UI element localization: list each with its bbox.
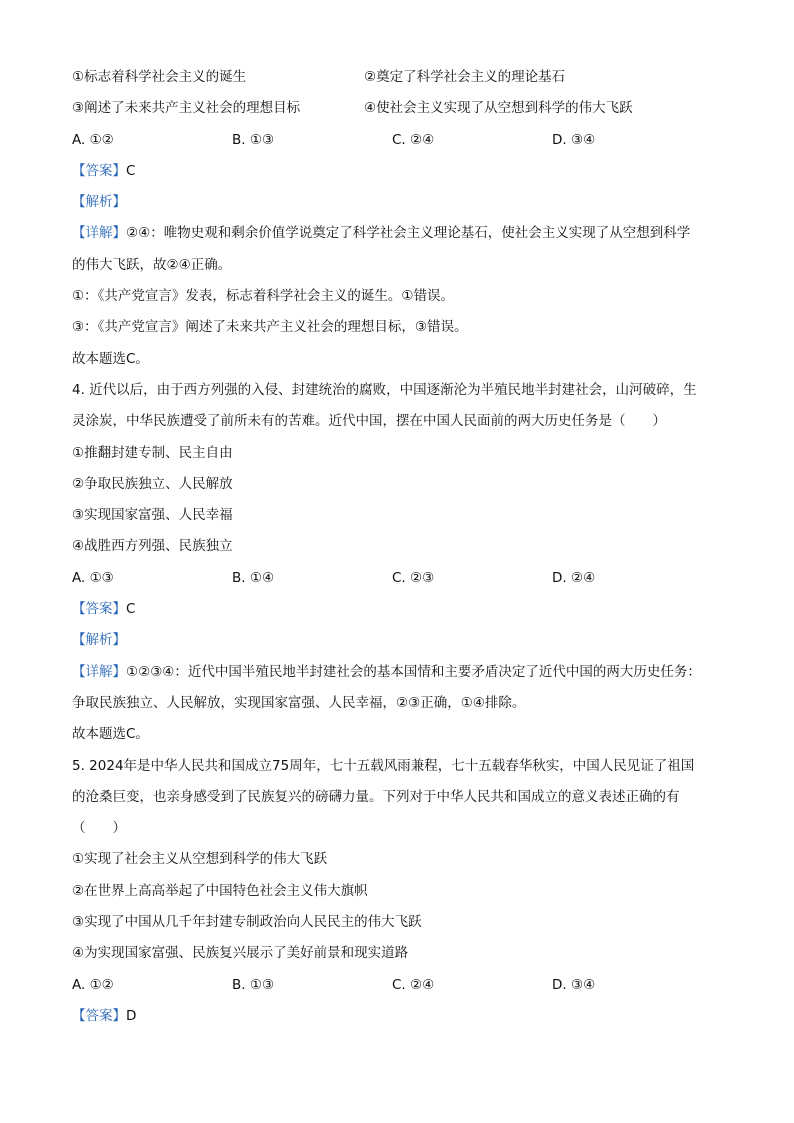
q4-stem-line-2: 灵涂炭，中华民族遭受了前所未有的苦难。近代中国，摆在中国人民面前的两大历史任务是（ ） — [72, 413, 666, 430]
q3-choice-b: B. ①③ — [232, 131, 275, 148]
q5-stem-line-1: 5. 2024年是中华人民共和国成立75周年，七十五载风雨兼程，七十五载春华秋实，中国人民见证了祖国 — [72, 757, 695, 774]
q3-answer — [72, 156, 732, 187]
q4-analysis — [72, 625, 732, 656]
q3-option-2: ②奠定了科学社会主义的理论基石 — [364, 69, 566, 85]
q4-item-4: ④战胜西方列强、民族独立 — [72, 538, 233, 555]
q3-detail-line-3: ①：《共产党宣言》发表，标志着科学社会主义的诞生。①错误。 — [72, 288, 454, 305]
q3-choices — [72, 125, 732, 156]
q4-answer — [72, 594, 732, 625]
q4-item-1: ①推翻封建专制、民主自由 — [72, 444, 233, 461]
q3-option-3: ③阐述了未来共产主义社会的理想目标 — [72, 100, 301, 117]
q4-conclusion: 故本题选C。 — [72, 726, 149, 743]
q3-detail-line-4: ③：《共产党宣言》阐述了未来共产主义社会的理想目标，③错误。 — [72, 319, 468, 336]
q4-detail-line-1 — [72, 657, 732, 688]
q5-answer — [72, 1001, 732, 1032]
answer-value: C — [126, 601, 136, 618]
q3-choice-c: C. ②④ — [392, 131, 435, 148]
q4-detail-line-2: 争取民族独立、人民解放，实现国家富强、人民幸福，②③正确，①④排除。 — [72, 694, 526, 711]
q4-choice-b: B. ①④ — [232, 569, 275, 586]
q4-choice-d: D. ②④ — [552, 569, 596, 586]
q5-choice-d: D. ③④ — [552, 976, 596, 993]
q4-choice-c: C. ②③ — [392, 569, 435, 586]
answer-tag: 【答案】 — [72, 1007, 126, 1024]
q5-item-4: ④为实现国家富强、民族复兴展示了美好前景和现实道路 — [72, 945, 409, 962]
detail-text: ②④：唯物史观和剩余价值学说奠定了科学社会主义理论基石，使社会主义实现了从空想到科学 — [126, 225, 691, 242]
q5-stem-line-3: （ ） — [72, 820, 126, 837]
document-page — [72, 62, 732, 1032]
q3-detail-line-2: 的伟大飞跃，故②④正确。 — [72, 256, 232, 273]
q5-item-3: ③实现了中国从几千年封建专制政治向人民民主的伟大飞跃 — [72, 914, 422, 931]
q3-detail-line-1 — [72, 218, 732, 249]
answer-value: D — [126, 1007, 137, 1024]
q5-choice-a: A. ①② — [72, 976, 114, 993]
q4-choice-a: A. ①③ — [72, 569, 114, 586]
q5-stem-line-2: 的沧桑巨变，也亲身感受到了民族复兴的磅礴力量。下列对于中华人民共和国成立的意义表述正确的有 — [72, 788, 680, 805]
detail-tag: 【详解】 — [72, 663, 126, 680]
q3-choice-a: A. ①② — [72, 131, 114, 148]
q4-stem-line-1: 4. 近代以后，由于西方列强的入侵、封建统治的腐败，中国逐渐沦为半殖民地半封建社会，山河破碎，生 — [72, 381, 697, 398]
q3-option-4: ④使社会主义实现了从空想到科学的伟大飞跃 — [364, 100, 633, 117]
analysis-tag: 【解析】 — [72, 632, 126, 649]
detail-text: ①②③④：近代中国半殖民地半封建社会的基本国情和主要矛盾决定了近代中国的两大历史任务： — [126, 663, 701, 680]
analysis-tag: 【解析】 — [72, 194, 126, 211]
q5-item-1: ①实现了社会主义从空想到科学的伟大飞跃 — [72, 851, 328, 868]
q5-choice-b: B. ①③ — [232, 976, 275, 993]
q5-item-2: ②在世界上高高举起了中国特色社会主义伟大旗帜 — [72, 882, 368, 899]
answer-tag: 【答案】 — [72, 162, 126, 179]
q4-choices — [72, 563, 732, 594]
q3-conclusion: 故本题选C。 — [72, 350, 149, 367]
q3-options-row-2 — [72, 93, 732, 124]
q4-item-2: ②争取民族独立、人民解放 — [72, 475, 233, 492]
q5-choices — [72, 970, 732, 1001]
q3-option-1: ①标志着科学社会主义的诞生 — [72, 69, 247, 85]
q3-analysis — [72, 187, 732, 218]
answer-tag: 【答案】 — [72, 601, 126, 618]
q4-item-3: ③实现国家富强、人民幸福 — [72, 507, 233, 524]
q5-choice-c: C. ②④ — [392, 976, 435, 993]
answer-value: C — [126, 162, 136, 179]
detail-tag: 【详解】 — [72, 225, 126, 242]
q3-options-row-1 — [72, 62, 732, 93]
q3-choice-d: D. ③④ — [552, 131, 596, 148]
